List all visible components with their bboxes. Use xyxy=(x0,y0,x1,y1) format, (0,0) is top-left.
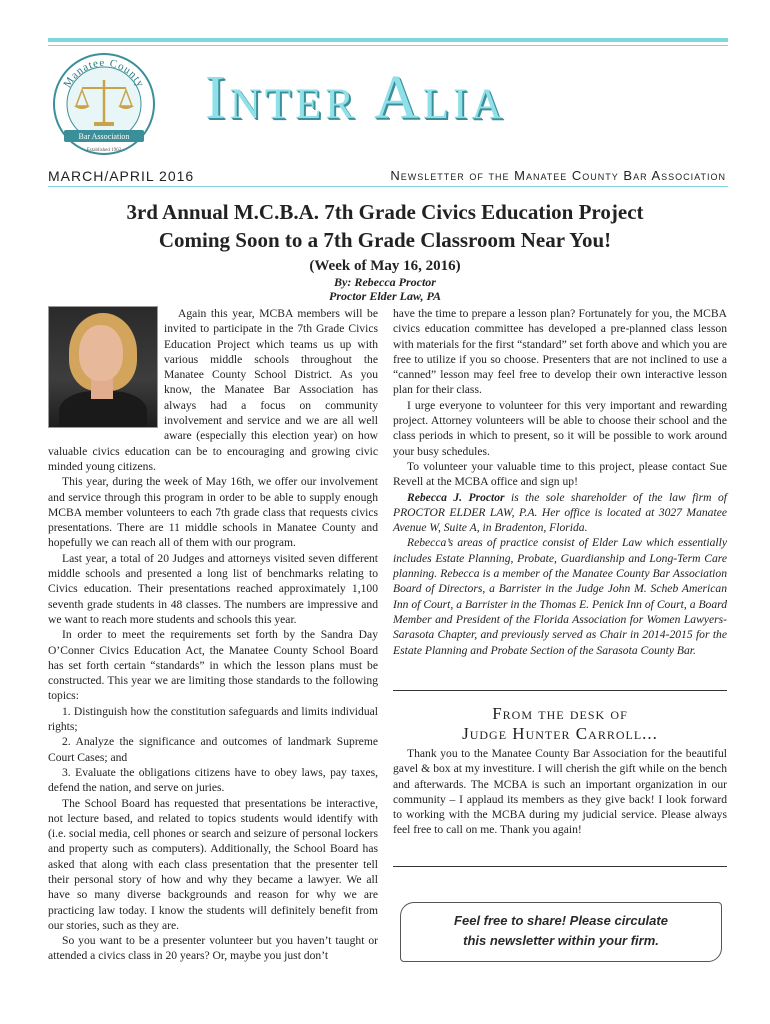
newsletter-tagline: Newsletter of the Manatee County Bar Association xyxy=(390,168,726,183)
article-title-line3: (Week of May 16, 2016) xyxy=(309,258,461,274)
seal-band-text: Bar Association xyxy=(78,132,130,141)
share-callout xyxy=(400,902,722,962)
article-byline-firm: Proctor Elder Law, PA xyxy=(329,289,441,303)
desk-heading-line2: Judge Hunter Carroll... xyxy=(462,724,658,743)
article-byline-author: By: Rebecca Proctor xyxy=(334,275,436,289)
article-paragraph: have the time to prepare a lesson plan? Fortunately for you, the MCBA civics education committee has developed a pre-planned class lesson with materials for the first “standard” set forth above and which you are free to utilize if you so choose. Presenters that are not inclined to use a “canned” lesson may feel free to develop their own interactive lesson plan for their class. xyxy=(393,307,727,397)
article-title-line1: 3rd Annual M.C.B.A. 7th Grade Civics Education Project xyxy=(126,200,644,224)
article-paragraph: The School Board has requested that presentations be interactive, not lecture based, and related to topics students would identify with (i.e. social media, cell phones or search and seizure of personal lockers and property such as computers). Additionally, the School Board has asked that along with each class presentation that the presenter tell their personal story of how and why they became a lawyer. We all have so many diverse backgrounds and reason for why we are practicing law today. I know the students will definitely benefit from our stories, such as they are. xyxy=(48,796,378,932)
article-paragraph: So you want to be a presenter volunteer but you haven’t taught or attended a civics class in 20 years? Or, maybe you just don’t xyxy=(48,934,378,963)
top-rule xyxy=(48,38,728,42)
article-paragraph: Last year, a total of 20 Judges and attorneys visited seven different middle schools and presented a long list of benchmarks relating to Civics education. Their presentations reached approximately 1,100 seventh grade students in 48 classes. The numbers are impressive and we want to reach more students and schools this year. xyxy=(48,551,378,626)
masthead-rule xyxy=(48,186,728,187)
article-list-item: 3. Evaluate the obligations citizens have to obey laws, pay taxes, defend the nation, and serve on juries. xyxy=(48,765,378,795)
author-bio-name: Rebecca J. Proctor xyxy=(407,490,505,504)
article-paragraph: I urge everyone to volunteer for this very important and rewarding project. Attorney volunteers will be able to choose their school and the class periods in which to present, so it will be possible to work around your busy schedules. xyxy=(393,398,727,458)
article-paragraph: In order to meet the requirements set forth by the Sandra Day O’Conner Civics Education Act, the Manatee County School Board has set forth certain “standards” in which the lesson plans must be constructed. This year we are limiting those standards to the following topics: xyxy=(48,628,378,703)
article-paragraph: This year, during the week of May 16th, we offer our involvement and service through this program in order to be able to supply enough MCBA member volunteers to each 7th grade class that requests civics presentations. There are 11 middle schools in Manatee County and hopefully we can reach all of them with our program. xyxy=(48,475,378,550)
desk-message: Thank you to the Manatee County Bar Association for the beautiful gavel & box at my investiture. I will cherish the gift while on the bench and afterwards. The MCBA is such an important organization in our community – I applaud its members as they give back! I look forward to working with the MCBA during my judicial service. Please always feel free to call on me. Thank you again! xyxy=(393,747,727,837)
bar-association-seal-icon xyxy=(52,50,156,158)
article-title-line2: Coming Soon to a 7th Grade Classroom Near You! xyxy=(158,228,612,252)
article-list-item: 2. Analyze the significance and outcomes of landmark Supreme Court Cases; and xyxy=(48,735,378,764)
section-divider xyxy=(393,866,727,867)
author-bio-text: is the sole shareholder of the law firm of PROCTOR ELDER LAW, P.A. Her office is located at 3027 Manatee Avenue W, Suite A, in Bradenton, Florida. xyxy=(393,490,727,535)
article-list-item: 1. Distinguish how the constitution safeguards and limits individual rights; xyxy=(48,704,378,734)
author-bio-practice: Rebecca’s areas of practice consist of Elder Law which essentially includes Estate Planning, Probate, Guardianship and Long-Term Care planning. Rebecca is a member of the Manatee County Bar Association Board of Directors, a Barrister in the Judge John M. Scheb American Inn of Court, a Barrister in the Thomas E. Penick Inn of Court, a Board Member and President of the Florida Association for Women Lawyers- Sarasota Chapter, and previously served as Chair in 2014-2015 for the Estate Planning and Probate Section of the Sarasota County Bar. xyxy=(393,536,727,657)
author-photo xyxy=(48,306,158,428)
seal-est-text: Established 1962 xyxy=(86,148,122,153)
article-left-column xyxy=(48,306,378,964)
share-callout-line2: this newsletter within your firm. xyxy=(463,933,659,948)
article-paragraph: To volunteer your valuable time to this project, please contact Sue Revell at the MCBA office and sign up! xyxy=(393,459,727,489)
author-bio xyxy=(393,490,727,536)
seal-top-text: Manatee County xyxy=(61,56,147,90)
share-callout-line1: Feel free to share! Please circulate xyxy=(454,913,668,928)
article-paragraph: Again this year, MCBA members will be invited to participate in the 7th Grade Civics Education Project which teams us up with various middle schools throughout the Manatee County School District. As you know, the Manatee Bar Association has always had a focus on community involvement and service and we are all well aware (especially this election year) on how valuable civics education can be to encouraging and growing civic minded young citizens. xyxy=(48,307,378,473)
issue-date: MARCH/APRIL 2016 xyxy=(48,168,195,184)
article-right-column xyxy=(393,306,727,658)
newsletter-title: Inter Alia xyxy=(205,64,507,132)
section-divider xyxy=(393,690,727,691)
desk-heading-line1: From the desk of xyxy=(492,704,628,723)
top-rule-thin xyxy=(48,45,728,46)
